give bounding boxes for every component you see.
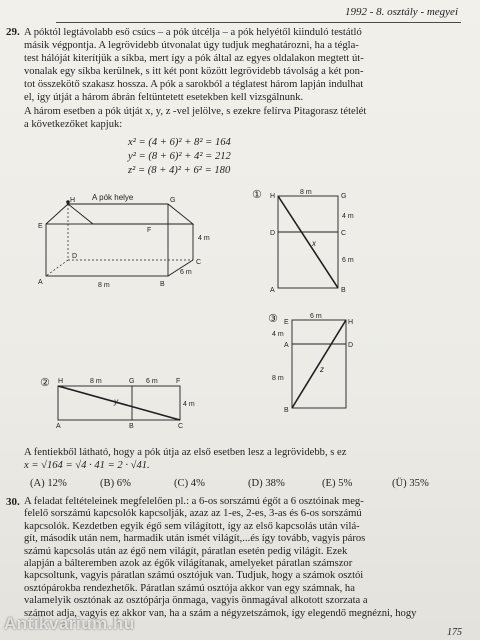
text-line: felelő sorszámú kapcsolók kapcsolják, azaz az 1-es, 2-es, 3-as és 6-os sorszámú <box>24 508 362 520</box>
figure-marker: ③ <box>268 313 278 325</box>
path-label: y <box>114 397 118 406</box>
vertex-label: F <box>176 378 181 385</box>
vertex-label: A <box>38 279 43 286</box>
text-line: A három esetben a pók útját x, y, z -vel jelölve, s ezekre felírva Pitagorasz tételét <box>24 105 367 117</box>
figure-marker: ① <box>252 189 262 201</box>
vertex-label: A <box>270 287 275 294</box>
equation-x: x² = (4 + 6)² + 8² = 164 <box>128 137 231 148</box>
path-label: x <box>312 239 316 248</box>
dimension-label: 4 m <box>272 331 284 338</box>
text-line: x = √164 = √4 · 41 = 2 · √41. <box>24 460 150 472</box>
text-line: valamelyik osztónak az osztópárja önmaga, vagyis önmagával alkotott szorzata a <box>24 595 368 607</box>
text-line: test hálóját kiterítjük a síkba, mert így a pók által az egyes oldalakon megtett út- <box>24 53 364 65</box>
text-line: tot összekötő szakasz hossza. A pók a sarokból a téglatest három lapján indulhat <box>24 79 364 91</box>
answer-choices <box>30 478 452 489</box>
dimension-label: 6 m <box>310 313 322 320</box>
vertex-label: H <box>270 193 276 200</box>
vertex-label: H <box>58 378 64 385</box>
text-line: vonalak egy síkba kerülnek, s itt két pont között legrövidebb távolság a két pon- <box>24 66 364 78</box>
dimension-label: 4 m <box>198 235 210 242</box>
watermark-logo: Antikvarium.hu <box>4 614 135 633</box>
vertex-label: D <box>270 230 276 237</box>
dimension-label: 8 m <box>90 378 102 385</box>
vertex-label: B <box>129 423 134 428</box>
text-line: számú kapcsolás után az égő nem világít, páratlan esetén pedig világít. Ezek <box>24 545 348 557</box>
choice-b: (B) 6% <box>100 478 131 489</box>
choice-c: (C) 4% <box>174 478 205 489</box>
text-line: kapcsoltunk, vagyis páratlan számú osztójuk van. Tudjuk, hogy a számok osztói <box>24 570 364 582</box>
path-label: z <box>320 365 324 374</box>
path-y-line <box>58 386 180 420</box>
vertex-label: B <box>341 287 346 294</box>
header-rule <box>56 22 461 23</box>
vertex-label: A <box>284 342 289 349</box>
text-line: számot adja, vagyis ez akkor van, ha a szám a négyzetszámok, így elegendő megnézni, hogy <box>24 607 417 619</box>
dimension-label: 8 m <box>300 189 312 196</box>
path-x-line <box>278 196 338 288</box>
equation-y: y² = (8 + 6)² + 4² = 212 <box>128 151 231 162</box>
vertex-label: C <box>341 230 347 237</box>
problem-29-conclusion <box>24 446 462 472</box>
vertex-label: E <box>284 319 289 326</box>
vertex-label: C <box>196 259 202 266</box>
vertex-label: C <box>178 423 184 428</box>
vertex-label: B <box>160 281 165 288</box>
text-line: másik végpontja. A legrövidebb útvonalat úgy tudjuk meghatározni, ha a tégla- <box>24 40 359 52</box>
page-header: 1992 - 8. osztály - megyei <box>344 6 458 18</box>
dimension-label: 4 m <box>342 213 354 220</box>
vertex-label: E <box>38 223 43 230</box>
text-line: a következőket kapjuk: <box>24 118 123 130</box>
vertex-label: D <box>72 253 78 260</box>
vertex-label: G <box>341 193 347 200</box>
text-line: osztópárokba rendezhetők. Páratlan számú osztója akkor van egy számnak, ha <box>24 582 355 594</box>
problem-29-number: 29. <box>6 26 20 38</box>
path-z-line <box>292 320 346 408</box>
text-line: A póktól legtávolabb eső csúcs – a pók útcélja – a pók helyétől kiinduló testátló <box>24 27 362 38</box>
dimension-label: 8 m <box>272 375 284 382</box>
text-line: A fentiekből látható, hogy a pók útja az első esetben lesz a legrövidebb, s ez <box>24 447 347 458</box>
vertex-label: G <box>170 197 176 204</box>
choice-a: (A) 12% <box>30 478 67 489</box>
spider-position-label: A pók helye <box>92 193 134 202</box>
problem-30-text <box>24 496 462 620</box>
hidden-edge <box>46 260 68 276</box>
page-number: 175 <box>447 627 462 638</box>
dimension-label: 4 m <box>183 401 195 408</box>
dimension-label: 6 m <box>146 378 158 385</box>
problem-30-number: 30. <box>6 496 20 508</box>
text-line: el, így útját a három ábrán feltüntetett esetekben kell vizsgálnunk. <box>24 92 304 104</box>
vertex-label: H <box>348 319 354 326</box>
net-figure-3 <box>268 310 378 420</box>
vertex-label: H <box>70 197 76 204</box>
choice-e: (E) 5% <box>322 478 353 489</box>
choice-u: (Ü) 35% <box>392 478 429 489</box>
equation-z: z² = (8 + 4)² + 6² = 180 <box>128 165 231 176</box>
cuboid-figure <box>30 188 230 298</box>
vertex-label: B <box>284 407 289 414</box>
top-face <box>68 204 193 224</box>
vertex-label: F <box>147 227 152 234</box>
net-figure-1 <box>252 186 372 296</box>
net-figure-2 <box>40 372 200 428</box>
text-line: gít, második után nem, harmadik után ismét világít,...és így tovább, vagyis páros <box>24 533 366 545</box>
dimension-label: 6 m <box>342 257 354 264</box>
problem-29-text <box>24 26 462 131</box>
text-line: alapján a bálteremben azok az égők világítanak, amelyeket páratlan számszor <box>24 558 353 570</box>
text-line: A feladat feltételeinek megfelelően pl.: a 6-os sorszámú égőt a 6 osztóinak meg- <box>24 496 364 507</box>
figure-marker: ② <box>40 377 50 389</box>
dimension-label: 8 m <box>98 282 110 289</box>
vertex-label: G <box>129 378 135 385</box>
text-line: kapcsolók. Kezdetben egyik égő sem világított, így az első kapcsolás után vilá- <box>24 520 360 532</box>
vertex-label: A <box>56 423 61 428</box>
choice-d: (D) 38% <box>248 478 285 489</box>
vertex-label: D <box>348 342 354 349</box>
dimension-label: 6 m <box>180 269 192 276</box>
